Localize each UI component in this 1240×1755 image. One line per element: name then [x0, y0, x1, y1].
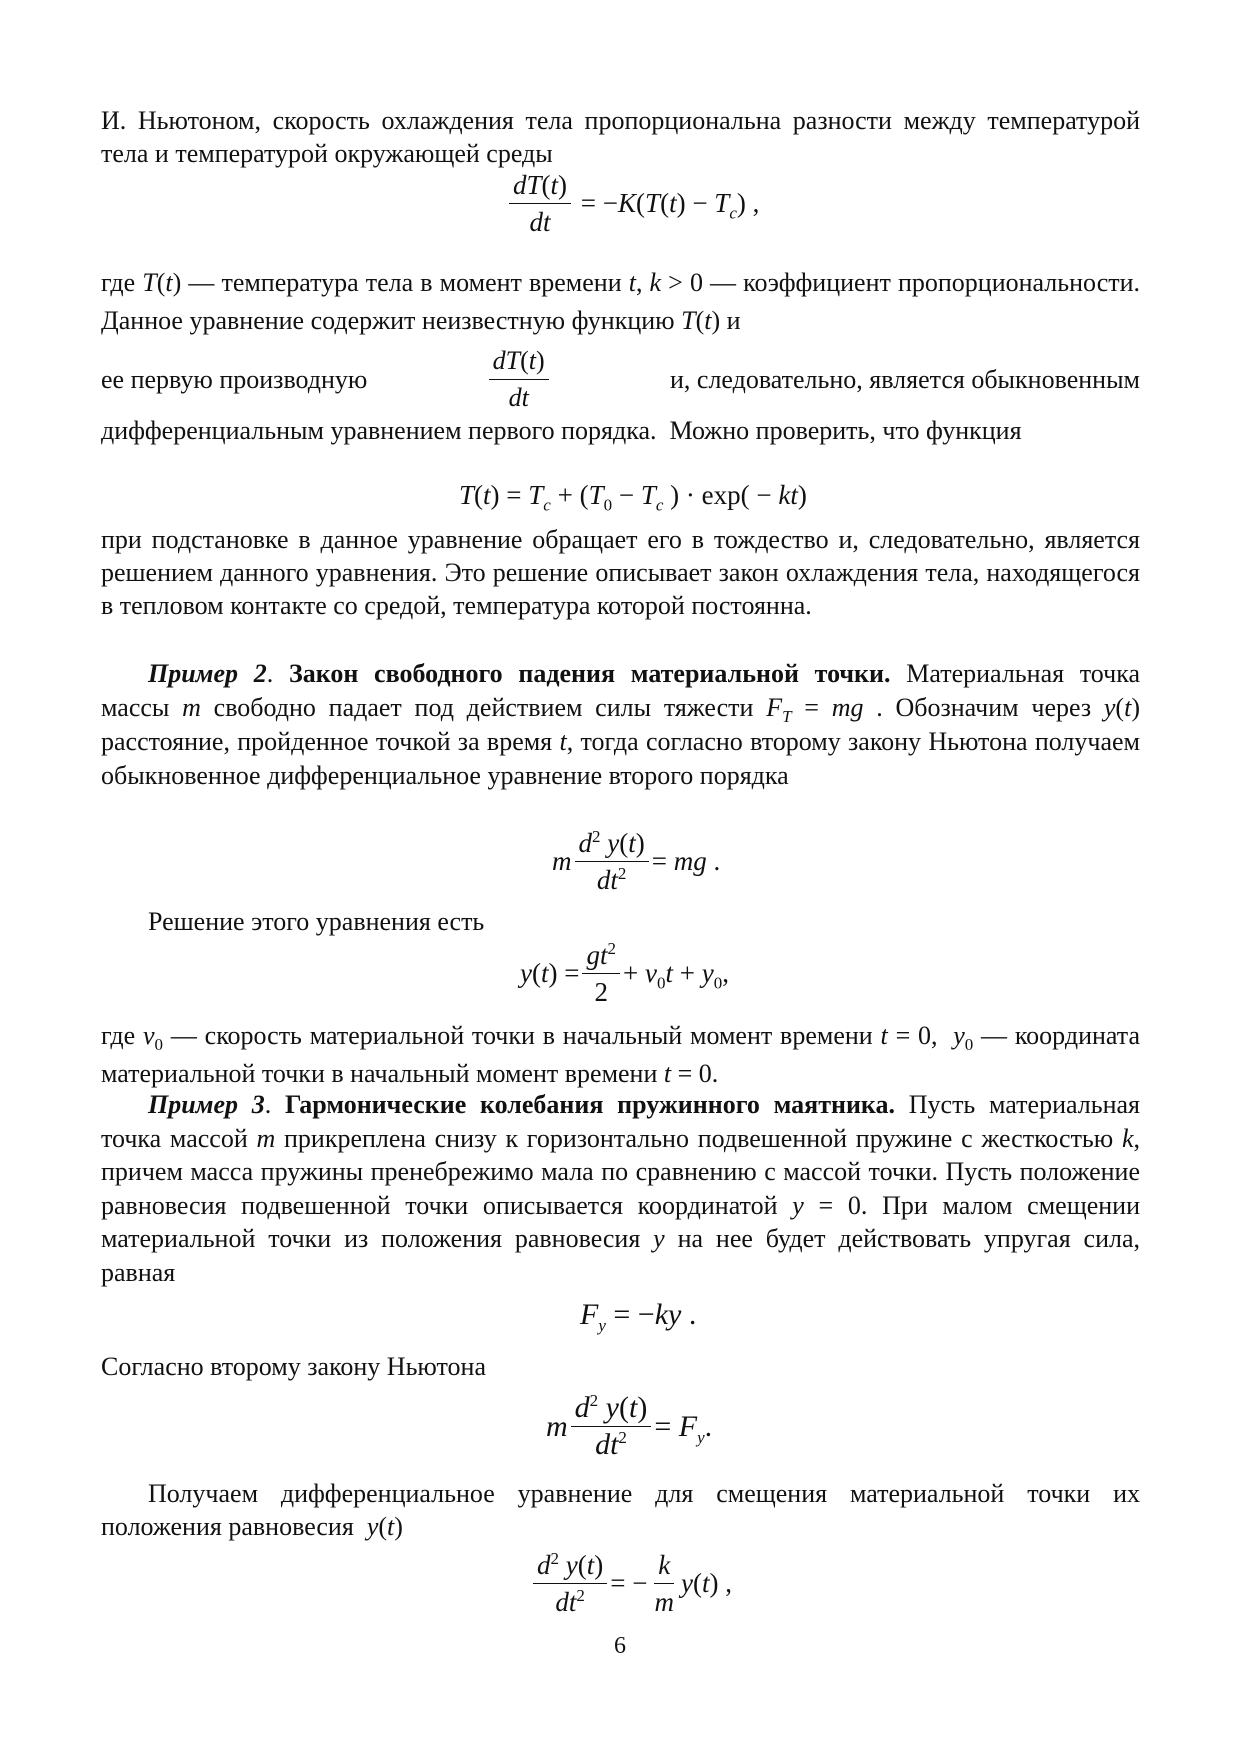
line-derivative: ее первую производную $\frac{dT(t)}{dt}$ и, следовательно, является обыкновенным — [101, 346, 1140, 412]
equation-free-fall: m $\frac{d^2 y(t)}{dt^2}$ = mg . — [552, 827, 721, 895]
text-solution-intro: Решение этого уравнения есть — [148, 907, 485, 936]
paragraph-first-order: дифференциальным уравнением первого порядка. Можно проверить, что функция — [101, 416, 1022, 445]
page-number: 6 — [614, 1633, 626, 1659]
equation-cooling-solution: $T(t) = T_c + (T_0 - T_c$ ) · exp( − kt) — [459, 480, 807, 515]
paragraph-temperature-definition: где T(t) — температура тела в момент времени t, k > 0 — коэффициент пропорциональности. Данное уравнение содержит неизвестную функцию T(t) и — [101, 268, 1141, 335]
paragraph-displacement-equation: Получаем дифференциальное уравнение для смещения материальной точки их положения равновесия y(t) — [101, 1479, 1140, 1541]
paragraph-initial-conditions: где $v_0$ — скорость материальной точки в начальный момент времени t = 0, $y_0$ — координата материальной точки в начальный момент времени t = 0. — [101, 1021, 1140, 1088]
equation-elastic-force: $F_y = -ky$ . — [580, 1298, 697, 1335]
paragraph-example-2: Пример 2. Закон свободного падения материальной точки. Материальная точка массы m свободно падает под действием силы тяжести $F_T$ = mg . Обозначим через y(t) расстояние, пройденное точкой за время t, тогда согласно второму закону Ньютона получаем обыкновенное дифференциальное уравнение второго порядка — [101, 659, 1140, 790]
paragraph-newton-cooling: И. Ньютоном, скорость охлаждения тела пропорциональна разности между температурой тела и температурой окружающей среды — [101, 106, 1140, 168]
text-newton-second-law: Согласно второму закону Ньютона — [101, 1352, 486, 1381]
equation-harmonic: $\frac{d^2 y(t)}{dt^2}$ = − $\frac{k}{m}$ y(t) , — [530, 1550, 732, 1617]
equation-free-fall-solution: y(t) = $\frac{gt^2}{2}$ + $v_0t + y_0$, — [520, 939, 729, 1007]
equation-cooling-law: $\frac{dT(t)}{dt}$ = $-K(T(t) - T_c)$ , — [506, 170, 759, 237]
equation-spring-newton: m $\frac{d^2 y(t)}{dt^2}$ = $F_y$. — [546, 1391, 713, 1461]
paragraph-example-3: Пример 3. Гармонические колебания пружинного маятника. Пусть материальная точка массой m прикреплена снизу к горизонтально подвешенной пружине с жесткостью k, причем масса пружины пренебрежимо мала по сравнению с массой точки. Пусть положение равновесия подвешенной точки описывается координатой y = 0. При малом смещении материальной точки из положения равновесия y на нее будет действовать упругая сила, равная — [101, 1090, 1141, 1287]
paragraph-solution-check: при подстановке в данное уравнение обращает его в тождество и, следовательно, является решением данного уравнения. Это решение описывает закон охлаждения тела, находящегося в тепловом контакте со средой, температура которой постоянна. — [101, 525, 1140, 620]
